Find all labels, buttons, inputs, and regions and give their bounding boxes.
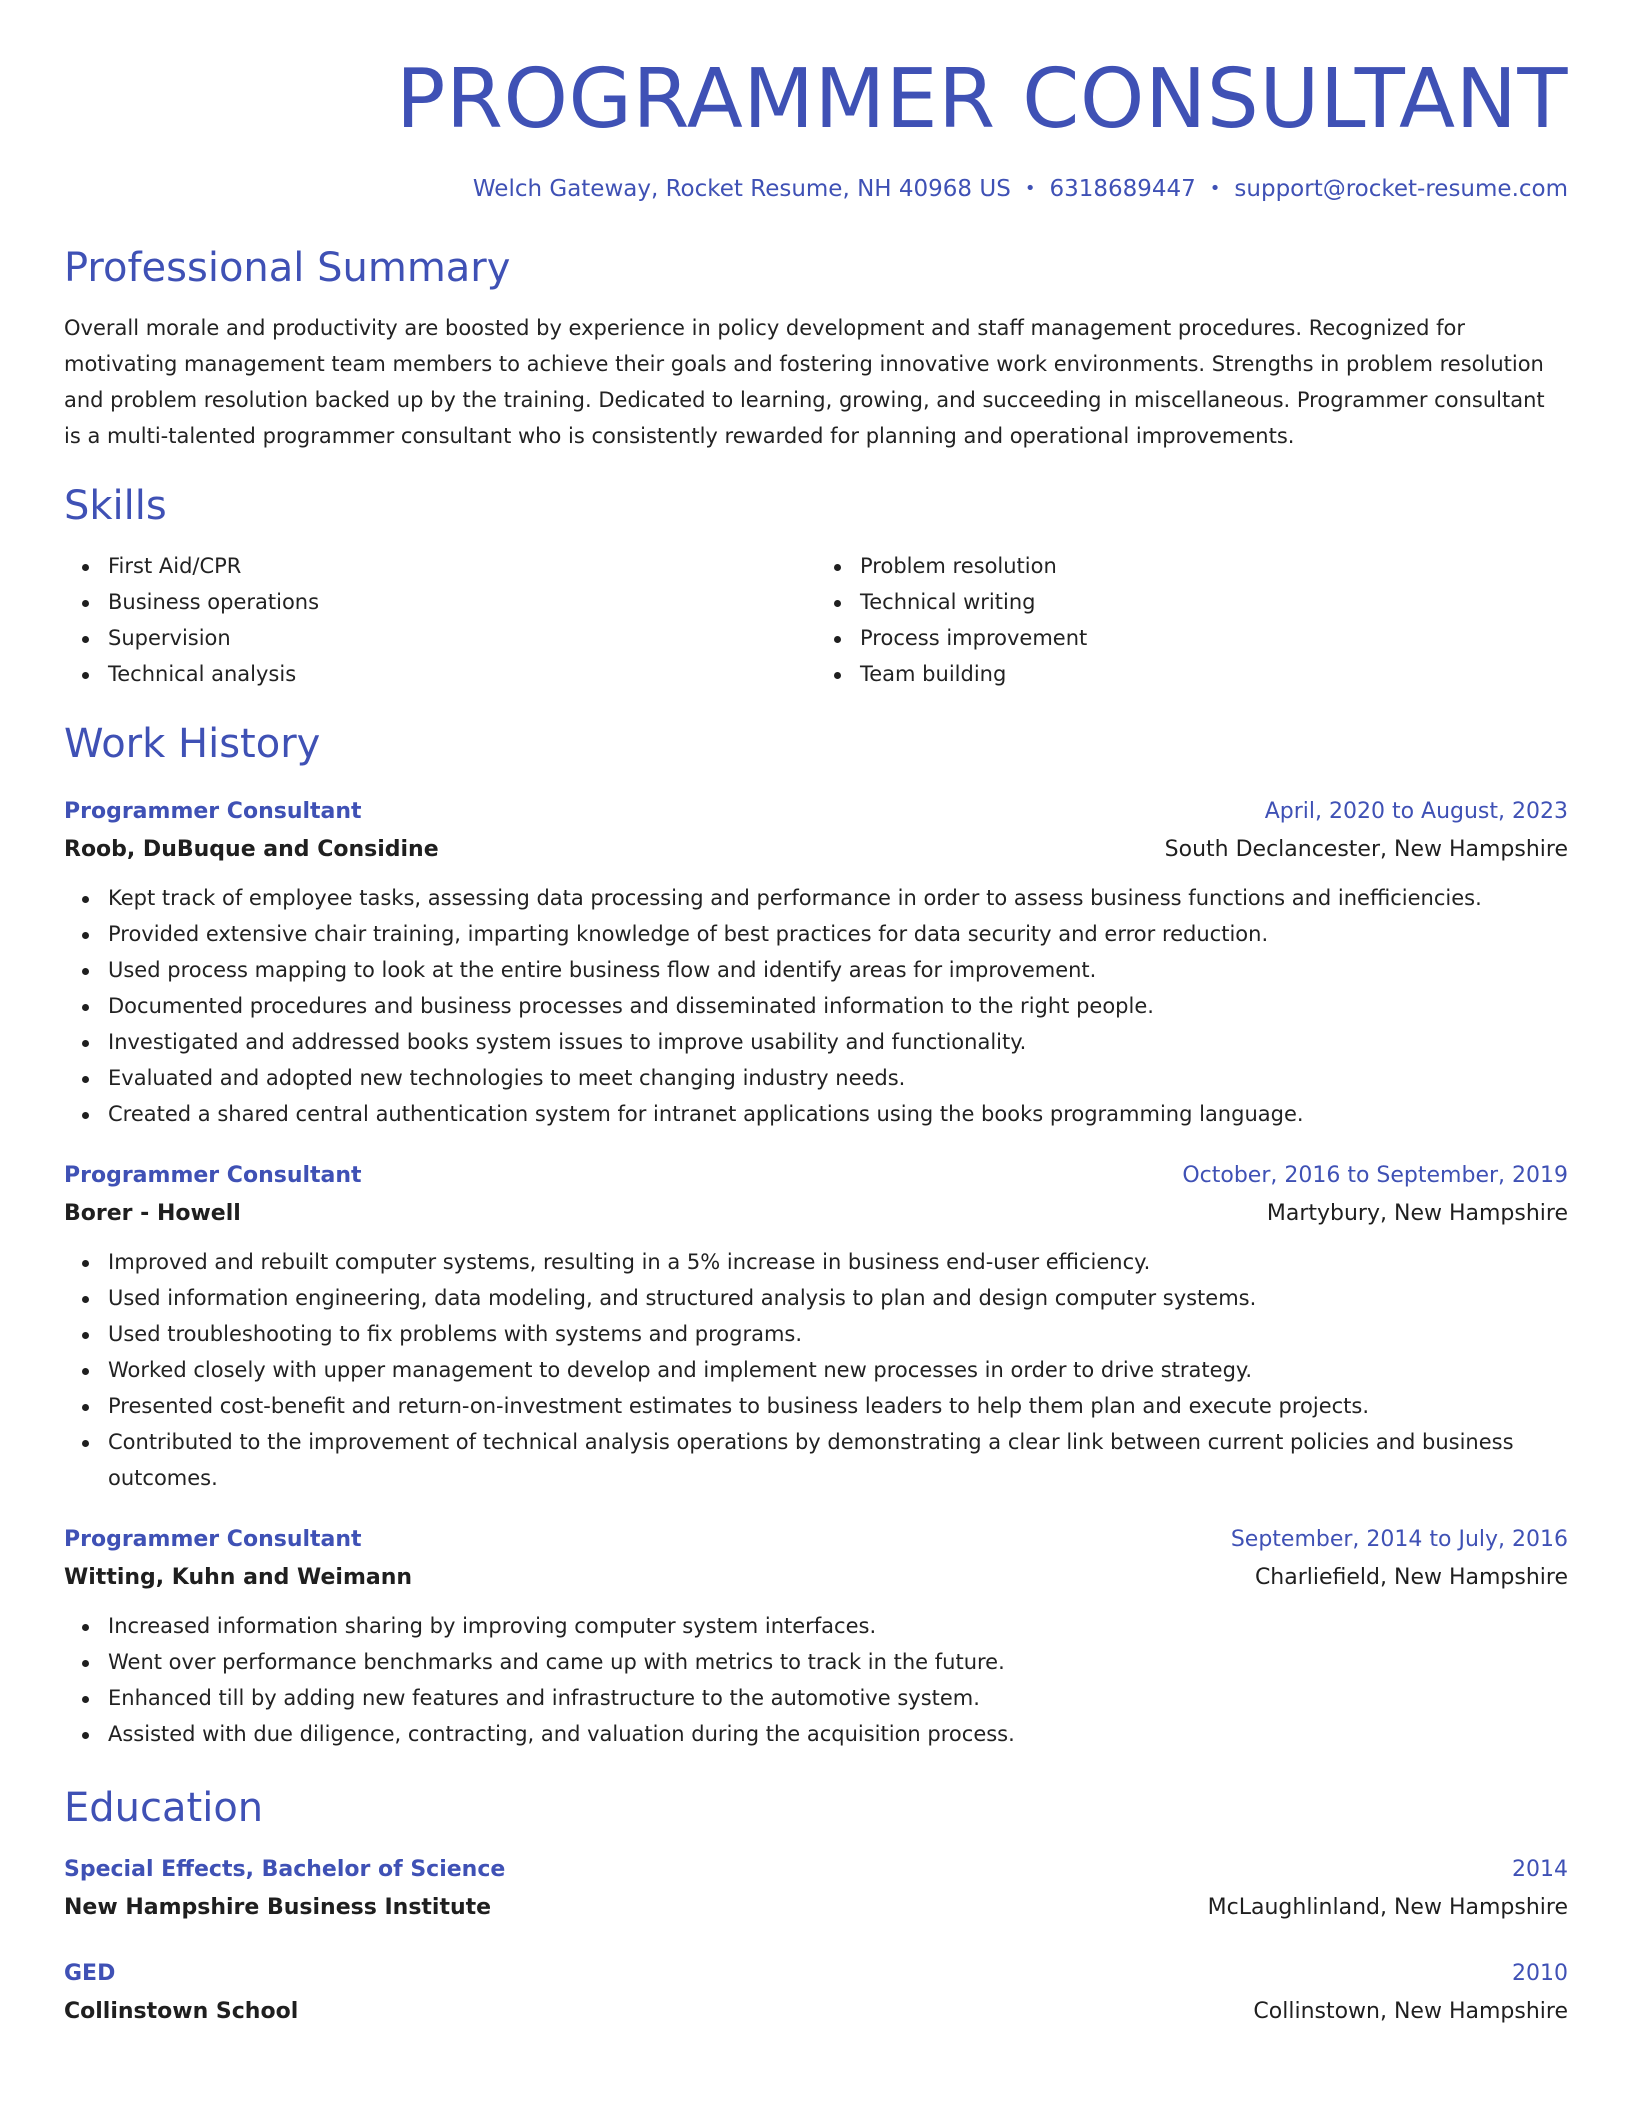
- job-location: South Declancester, New Hampshire: [1164, 836, 1568, 862]
- job-title: Programmer Consultant: [64, 1526, 362, 1552]
- job-subheader: [64, 830, 1568, 870]
- job-bullets: [64, 1608, 1568, 1752]
- skill-item: Team building: [860, 656, 1568, 692]
- job-subheader: [64, 1194, 1568, 1234]
- school-name: Collinstown School: [64, 1998, 299, 2024]
- job-bullet: Investigated and addressed books system issues to improve usability and functionality.: [108, 1024, 1568, 1060]
- contact-separator: •: [1209, 177, 1221, 199]
- skill-item: Technical writing: [860, 584, 1568, 620]
- job-bullet: Evaluated and adopted new technologies to meet changing industry needs.: [108, 1060, 1568, 1096]
- job-bullet: Enhanced till by adding new features and infrastructure to the automotive system.: [108, 1680, 1568, 1716]
- skill-item: First Aid/CPR: [108, 548, 816, 584]
- job-dates: April, 2020 to August, 2023: [1264, 798, 1568, 824]
- contact-address: Welch Gateway, Rocket Resume, NH 40968 US: [472, 175, 1011, 202]
- education-subheader: [64, 1992, 1568, 2032]
- education-subheader: [64, 1888, 1568, 1928]
- education-heading: Education: [64, 1784, 264, 1831]
- work-history-heading: Work History: [64, 720, 321, 767]
- contact-phone: 6318689447: [1049, 175, 1196, 202]
- job-bullet: Used information engineering, data modeling, and structured analysis to plan and design computer systems.: [108, 1280, 1568, 1316]
- skills-heading: Skills: [64, 482, 167, 529]
- summary-text: Overall morale and productivity are boosted by experience in policy development and staff management procedures. Recognized for motivating management team members to achieve their goals and fostering innovative work environments. Strengths in problem resolution and problem resolution backed up by the training. Dedicated to learning, growing, and succeeding in miscellaneous. Programmer consultant is a multi-talented programmer consultant who is consistently rewarded for planning and operational improvements.: [64, 315, 1545, 448]
- job-entry: [64, 794, 1568, 1132]
- education-header: [64, 1956, 1568, 1992]
- job-subheader: [64, 1558, 1568, 1598]
- job-bullet: Documented procedures and business processes and disseminated information to the right people.: [108, 988, 1568, 1024]
- job-location: Martybury, New Hampshire: [1266, 1200, 1568, 1226]
- job-bullets: [64, 1244, 1568, 1496]
- job-bullet: Went over performance benchmarks and came up with metrics to track in the future.: [108, 1644, 1568, 1680]
- education-header: [64, 1852, 1568, 1888]
- skills-grid: [64, 548, 1568, 692]
- job-bullet: Improved and rebuilt computer systems, resulting in a 5% increase in business end-user efficiency.: [108, 1244, 1568, 1280]
- degree: Special Effects, Bachelor of Science: [64, 1856, 506, 1882]
- summary-heading: Professional Summary: [64, 244, 511, 291]
- education-entry: [64, 1956, 1568, 2032]
- employer-name: Borer - Howell: [64, 1200, 241, 1226]
- job-bullet: Worked closely with upper management to develop and implement new processes in order to drive strategy.: [108, 1352, 1568, 1388]
- graduation-year: 2010: [1512, 1960, 1568, 1986]
- job-title: Programmer Consultant: [64, 798, 362, 824]
- job-dates: September, 2014 to July, 2016: [1230, 1526, 1568, 1552]
- degree: GED: [64, 1960, 116, 1986]
- job-entry: [64, 1522, 1568, 1752]
- job-bullet: Assisted with due diligence, contracting, and valuation during the acquisition process.: [108, 1716, 1568, 1752]
- job-bullet: Used process mapping to look at the entire business flow and identify areas for improvement.: [108, 952, 1568, 988]
- employer-name: Roob, DuBuque and Considine: [64, 836, 439, 862]
- job-header: [64, 1158, 1568, 1194]
- skills-list-right: [816, 548, 1568, 692]
- job-location: Charliefield, New Hampshire: [1254, 1564, 1568, 1590]
- contact-separator: •: [1024, 177, 1036, 199]
- job-bullet: Presented cost-benefit and return-on-investment estimates to business leaders to help them plan and execute projects.: [108, 1388, 1568, 1424]
- skills-list-left: [64, 548, 816, 692]
- school-location: McLaughlinland, New Hampshire: [1207, 1894, 1568, 1920]
- contact-email[interactable]: support@rocket-resume.com: [1234, 175, 1568, 202]
- candidate-name: PROGRAMMER CONSULTANT: [396, 52, 1568, 147]
- graduation-year: 2014: [1512, 1856, 1568, 1882]
- job-bullet: Provided extensive chair training, imparting knowledge of best practices for data security and error reduction.: [108, 916, 1568, 952]
- education-entry: [64, 1852, 1568, 1928]
- job-header: [64, 794, 1568, 830]
- job-header: [64, 1522, 1568, 1558]
- contact-line: [64, 176, 1568, 202]
- job-bullet: Contributed to the improvement of technical analysis operations by demonstrating a clear link between current policies and business outcomes.: [108, 1424, 1568, 1496]
- job-entry: [64, 1158, 1568, 1496]
- job-title: Programmer Consultant: [64, 1162, 362, 1188]
- skill-item: Problem resolution: [860, 548, 1568, 584]
- school-location: Collinstown, New Hampshire: [1253, 1998, 1568, 2024]
- school-name: New Hampshire Business Institute: [64, 1894, 492, 1920]
- employer-name: Witting, Kuhn and Weimann: [64, 1564, 413, 1590]
- skill-item: Technical analysis: [108, 656, 816, 692]
- job-bullet: Used troubleshooting to fix problems with systems and programs.: [108, 1316, 1568, 1352]
- skill-item: Supervision: [108, 620, 816, 656]
- job-bullet: Kept track of employee tasks, assessing data processing and performance in order to assess business functions and inefficiencies.: [108, 880, 1568, 916]
- job-bullet: Created a shared central authentication system for intranet applications using the books programming language.: [108, 1096, 1568, 1132]
- job-bullets: [64, 880, 1568, 1132]
- skill-item: Business operations: [108, 584, 816, 620]
- job-dates: October, 2016 to September, 2019: [1182, 1162, 1568, 1188]
- job-bullet: Increased information sharing by improving computer system interfaces.: [108, 1608, 1568, 1644]
- skill-item: Process improvement: [860, 620, 1568, 656]
